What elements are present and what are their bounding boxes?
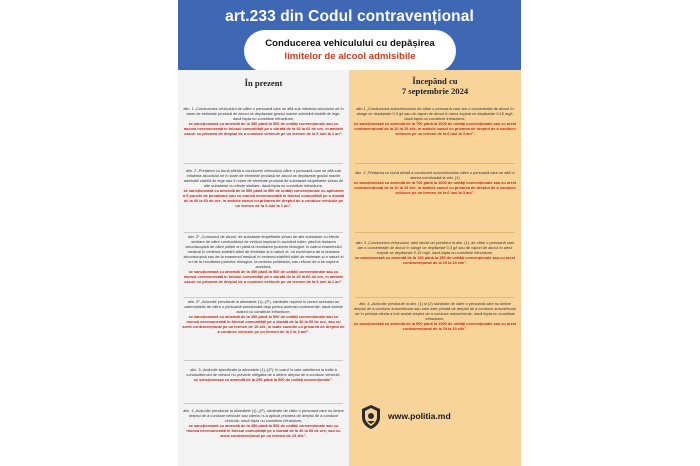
current-article-alin-2-2 (182, 299, 345, 351)
article-text: alin. 2² „Acțiunile prevăzute la alineatele (1)–(2¹), săvârșite repetat în cursul aceluiași an calendaristic de către o persoană sancționată deja pentru aceeași contravenție, dacă aceste acțiuni nu constituie infracțiune, (184, 299, 343, 314)
article-text: alin. 1 „Conducerea vehiculului de către o persoană care se află sub influența alcoolului ori în stare de ebrietate produsă de alcool ce depășește gradul maxim admisibil stabilit de lege, dacă fapta nu constituie infracțiune, (183, 106, 344, 121)
article-text: alin.1 „Conducerea autovehiculului de către o persoană care are o concentrație de alcool în sânge ce depășește 0,3 g/l sau de vapori de alcool în aerul expirat ce depășește 0,15 mg/l, dacă fapta nu constituie infracțiune, (356, 106, 514, 121)
article-text: alin. 3 „Acțiunile specificate la alineatele (1)–(2²), în cazul în care admiterea la trafic a conducătorului de vehicul nu prevede obligația de a deține dreptul de a conduce vehicule, (186, 367, 341, 377)
divider (184, 232, 343, 233)
article-sanction: se sancționează cu amendă de la 250 până la 500 de unități convenționale”. (193, 377, 334, 382)
article-sanction: se sancționează cu amendă de la 450 până la 500 de unități convenționale sau cu muncă neremunerată în folosul comunității pe o durată de la 40 la 60 de ore, sau cu arest contravențional pe un termen de 15 zile, în toate cazurile cu privarea de dreptul de a conduce vehicule pe un termen de la 2 la 3 ani”. (182, 314, 345, 334)
current-article-alin-3 (182, 367, 345, 399)
new-article-alin-2 (353, 170, 517, 206)
divider (355, 297, 515, 298)
article-text: alin. 3 „Conducerea vehiculului, altul decât cel prevăzut la alin. (1), de către o persoană care are o concentrație de alcool în sânge ce depășește 0,3 g/l sau de vapori de alcool în aerul expirat ce depășește 0,15 mg/l, dacă fapta nu constituie infracțiune, (355, 240, 515, 255)
current-article-alin-4 (182, 408, 345, 458)
article-sanction: se sancționează cu amendă de la 700 până la 1000 de unități convenționale sau cu arest contravențional de la 10 la 15 zile, în ambele cazuri cu privarea de dreptul de a conduce vehicule pe un termen de la 6 luni la 3 ani”. (353, 180, 517, 195)
new-column-title (349, 76, 521, 96)
article-text: alin. 4 „Acțiunile prevăzute la alineatele (1)–(2²), săvârșite de către o persoană care nu deține dreptul de a conduce vehicule sau căreia i s-a aplicat privarea de dreptul de a conduce vehicule, dacă fapta nu constituie infracțiune, (183, 408, 344, 423)
website-link[interactable]: www.politia.md (388, 411, 451, 421)
divider (355, 232, 515, 233)
article-sanction: se sancționează cu amendă de la 900 până la 1300 de unități convenționale sau cu arest contravențional de la 10 la 15 zile”. (353, 321, 517, 331)
current-article-alin-1 (182, 106, 345, 158)
article-text: alin. 4 „Acțiunile prevăzute la alin. (1) și (2) săvârșite de către o persoană care nu deține dreptul de a conduce autovehicule sau care este privată de dreptul de a conduce autovehicule ori în privința căreia a fost anulat dreptul de a conduce autovehicule, dacă fapta nu constituie infracțiune, (353, 301, 517, 321)
divider (184, 297, 343, 298)
divider (355, 163, 515, 164)
new-article-alin-1 (353, 106, 517, 156)
subtitle-pill (244, 30, 456, 72)
current-column-title: În prezent (244, 78, 283, 88)
article-sanction: se sancționează cu amendă de la 450 până la 500 de unități convenționale sau cu muncă neremunerată în folosul comunității pe o durată de la 40 la 60 de ore, sau cu arest contravențional pe un termen de 15 zile”. (186, 423, 341, 438)
infographic-poster (178, 0, 521, 466)
article-text: alin. 2¹ „Consumul de alcool, de substanțe stupefiante și/sau de alte substanțe cu efecte similare de către conducătorul de vehicul implicat în accident rutier, până la testarea alcoolscopică de către poliție ori până la recoltarea probelor biologice în cadrul examenului medical în vederea stabilirii stării de ebrietate și a naturii ei, ori eschivarea de la testarea alcoolscopică sau de la examenul medical în vederea stabilirii stării de ebrietate și a naturii ei ori de la recoltarea probelor biologice, la cererea polițistului, sau refuzul de a se supune acestora, (183, 234, 344, 269)
article-text: alin. 2 „Predarea cu bună știință a conducerii autovehiculului către o persoană care se află în starea menționată la alin. (1) (355, 170, 515, 180)
article-sanction: se sancționează cu amendă de la 450 până la 500 de unități convenționale sau cu muncă neremunerată în folosul comunității pe o durată de la 40 la 60 de ore, în ambele cazuri cu privarea de dreptul de a conduce vehicule pe un termen de la 6 luni la 1 an”. (183, 269, 344, 284)
page-title: art.233 din Codul contravențional (225, 8, 474, 25)
current-article-alin-2-1 (182, 234, 345, 294)
police-logo (360, 404, 515, 430)
article-sanction: se sancționează cu amendă de la 350 până la 500 de unități convenționale sau cu muncă neremunerată în folosul comunității pe o durată de la 40 la 60 de ore, în ambele cazuri cu privarea de dreptul de a conduce vehicule pe un termen de la 6 luni la 1 an”. (183, 121, 344, 136)
subtitle-line-2: limitelor de alcool admisibile (284, 51, 416, 62)
new-article-alin-4 (353, 301, 517, 349)
article-sanction: se sancționează cu amendă de la 700 până la 1000 de unități convenționale sau cu arest contravențional de la 10 la 15 zile, în ambele cazuri cu privarea de dreptul de a conduce vehicule pe un termen de la 6 luni la 3 ani”. (353, 121, 517, 136)
new-article-alin-3 (353, 240, 517, 280)
current-article-alin-2 (182, 168, 345, 228)
new-column-title-line-2: 7 septembrie 2024 (401, 86, 469, 96)
divider (184, 360, 343, 361)
divider (184, 163, 343, 164)
divider (184, 403, 343, 404)
subtitle-line-1: Conducerea vehiculului cu depășirea (265, 38, 435, 49)
article-text: alin. 2 „Predarea cu bună știință a conducerii vehiculului către o persoană care se află sub influența alcoolului ori în stare de ebrietate produsă de alcool ce depășește gradul maxim admisibil stabilit de lege sau în stare de ebrietate produsă de substanțe stupefiante și/sau de alte substanțe cu efecte similare, dacă fapta nu constituie infracțiune, (183, 168, 344, 188)
new-column-title-line-1: Începând cu (412, 76, 458, 86)
article-sanction: se sancționează cu amendă de la 350 până la 500 de unități convenționale cu aplicarea a 5 puncte de penalizare sau cu muncă neremunerată în folosul comunității pe o durată de la 40 la 60 de ore, în ambele cazuri cu privarea de dreptul de a conduce vehicule pe un termen de la 6 luni la 1 an”. (182, 188, 345, 208)
police-emblem-icon (360, 404, 382, 430)
article-sanction: se sancționează cu amendă de la 100 până la 250 de unități convenționale sau cu arest contravențional de la 10 la 15 zile”. (354, 255, 516, 265)
